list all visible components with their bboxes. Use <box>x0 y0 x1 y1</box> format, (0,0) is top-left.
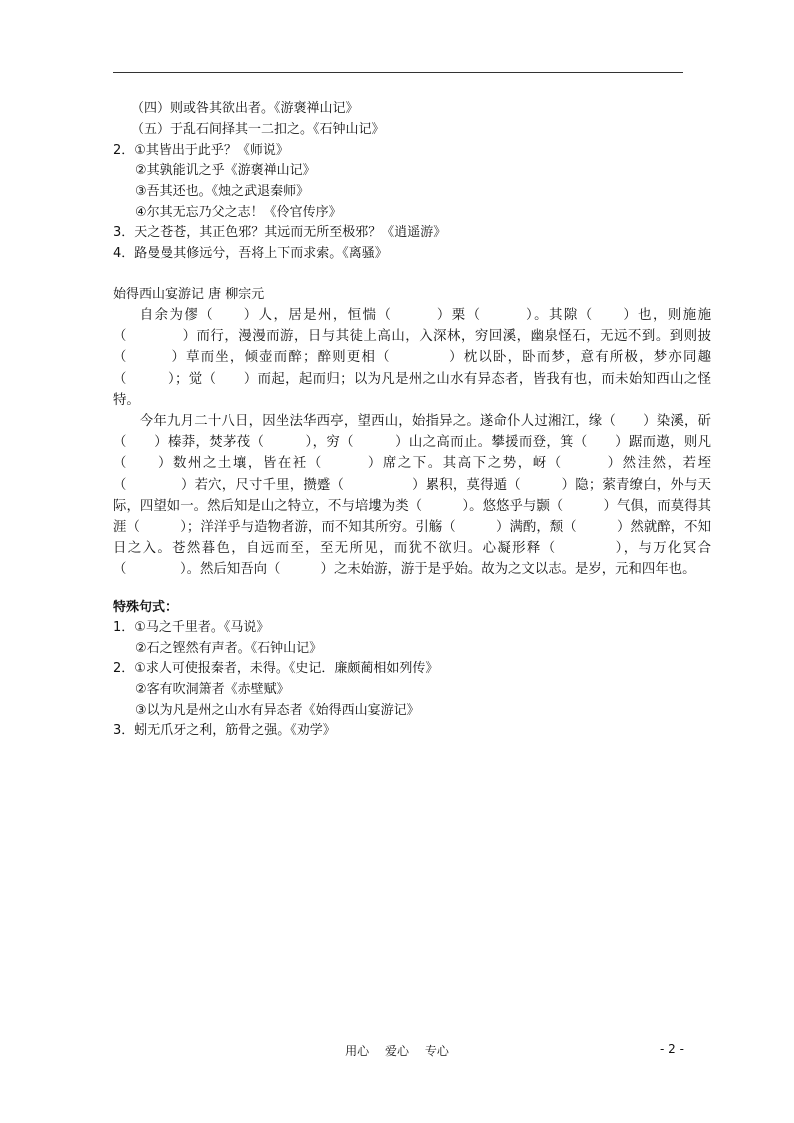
header-rule <box>113 72 683 73</box>
list-item: ③吾其还也。《烛之武退秦师》 <box>135 184 310 199</box>
list-item: （五）于乱石间择其一二扣之。《石钟山记》 <box>131 122 385 137</box>
list-item: ②石之铿然有声者。《石钟山记》 <box>135 641 323 656</box>
list-item: 2．①其皆出于此乎？《师说》 <box>113 143 289 158</box>
list-item: 3．蚓无爪牙之利，筋骨之强。《劝学》 <box>113 723 336 738</box>
footer-word: 专心 <box>424 1044 449 1058</box>
list-item: 2．①求人可使报秦者，未得。《史记．廉颇蔺相如列传》 <box>113 661 439 676</box>
list-item: 1．①马之千里者。《马说》 <box>113 620 270 635</box>
list-item: ②其孰能讥之乎《游褒禅山记》 <box>135 163 316 178</box>
list-item: ②客有吹洞箫者《赤壁赋》 <box>135 682 290 697</box>
passage-title: 始得西山宴游记 唐 柳宗元 <box>113 287 265 302</box>
list-item: （四）则或咎其欲出者。《游褒禅山记》 <box>131 101 359 116</box>
list-item: ④尔其无忘乃父之志！《伶官传序》 <box>135 205 342 220</box>
section-heading: 特殊句式： <box>113 600 179 615</box>
list-item: 4．路曼曼其修远兮，吾将上下而求索。《离骚》 <box>113 246 388 261</box>
passage-paragraph: 自余为僇（ ）人，居是州，恒惴（ ）栗（ ）。其隙（ ）也，则施施（ ）而行，漫漫而游，日与其徒上高山，入深林，穷回溪，幽泉怪石，无远不到。到则披（ ）草而坐，倾壶而醉；醉则更相（ ）枕以卧，卧而梦，意有所极，梦亦同趣（ ）；觉（ ）而起，起而归；以为凡是州之山水有异态者，皆我有也，而未始知西山之怪特。 <box>113 308 711 408</box>
passage-body <box>113 305 711 581</box>
footer-word: 用心 <box>345 1044 370 1058</box>
list-item: ③以为凡是州之山水有异态者《始得西山宴游记》 <box>135 703 420 718</box>
passage-paragraph: 今年九月二十八日，因坐法华西亭，望西山，始指异之。遂命仆人过湘江，缘（ ）染溪，斫（ ）榛莽，焚茅茷（ ），穷（ ）山之高而止。攀援而登，箕（ ）踞而遨，则凡（ ）数州之土壤，皆在衽（ ）席之下。其高下之势，岈（ ）然洼然，若垤（ ）若穴，尺寸千里，攒蹙（ ）累积，莫得遁（ ）隐；萦青缭白，外与天际，四望如一。然后知是山之特立，不与培塿为类（ ）。悠悠乎与颢（ ）气俱，而莫得其涯（ ）；洋洋乎与造物者游，而不知其所穷。引觞（ ）满酌，颓（ ）然就醉，不知日之入。苍然暮色，自远而至，至无所见，而犹不欲归。心凝形释（ ），与万化冥合（ ）。然后知吾向（ ）之未始游，游于是乎始。故为之文以志。是岁，元和四年也。 <box>113 414 711 578</box>
page-number: - 2 - <box>660 1042 684 1056</box>
footer-word: 爱心 <box>384 1044 409 1058</box>
list-item: 3．天之苍苍，其正色邪？其远而无所至极邪？《逍遥游》 <box>113 225 447 240</box>
